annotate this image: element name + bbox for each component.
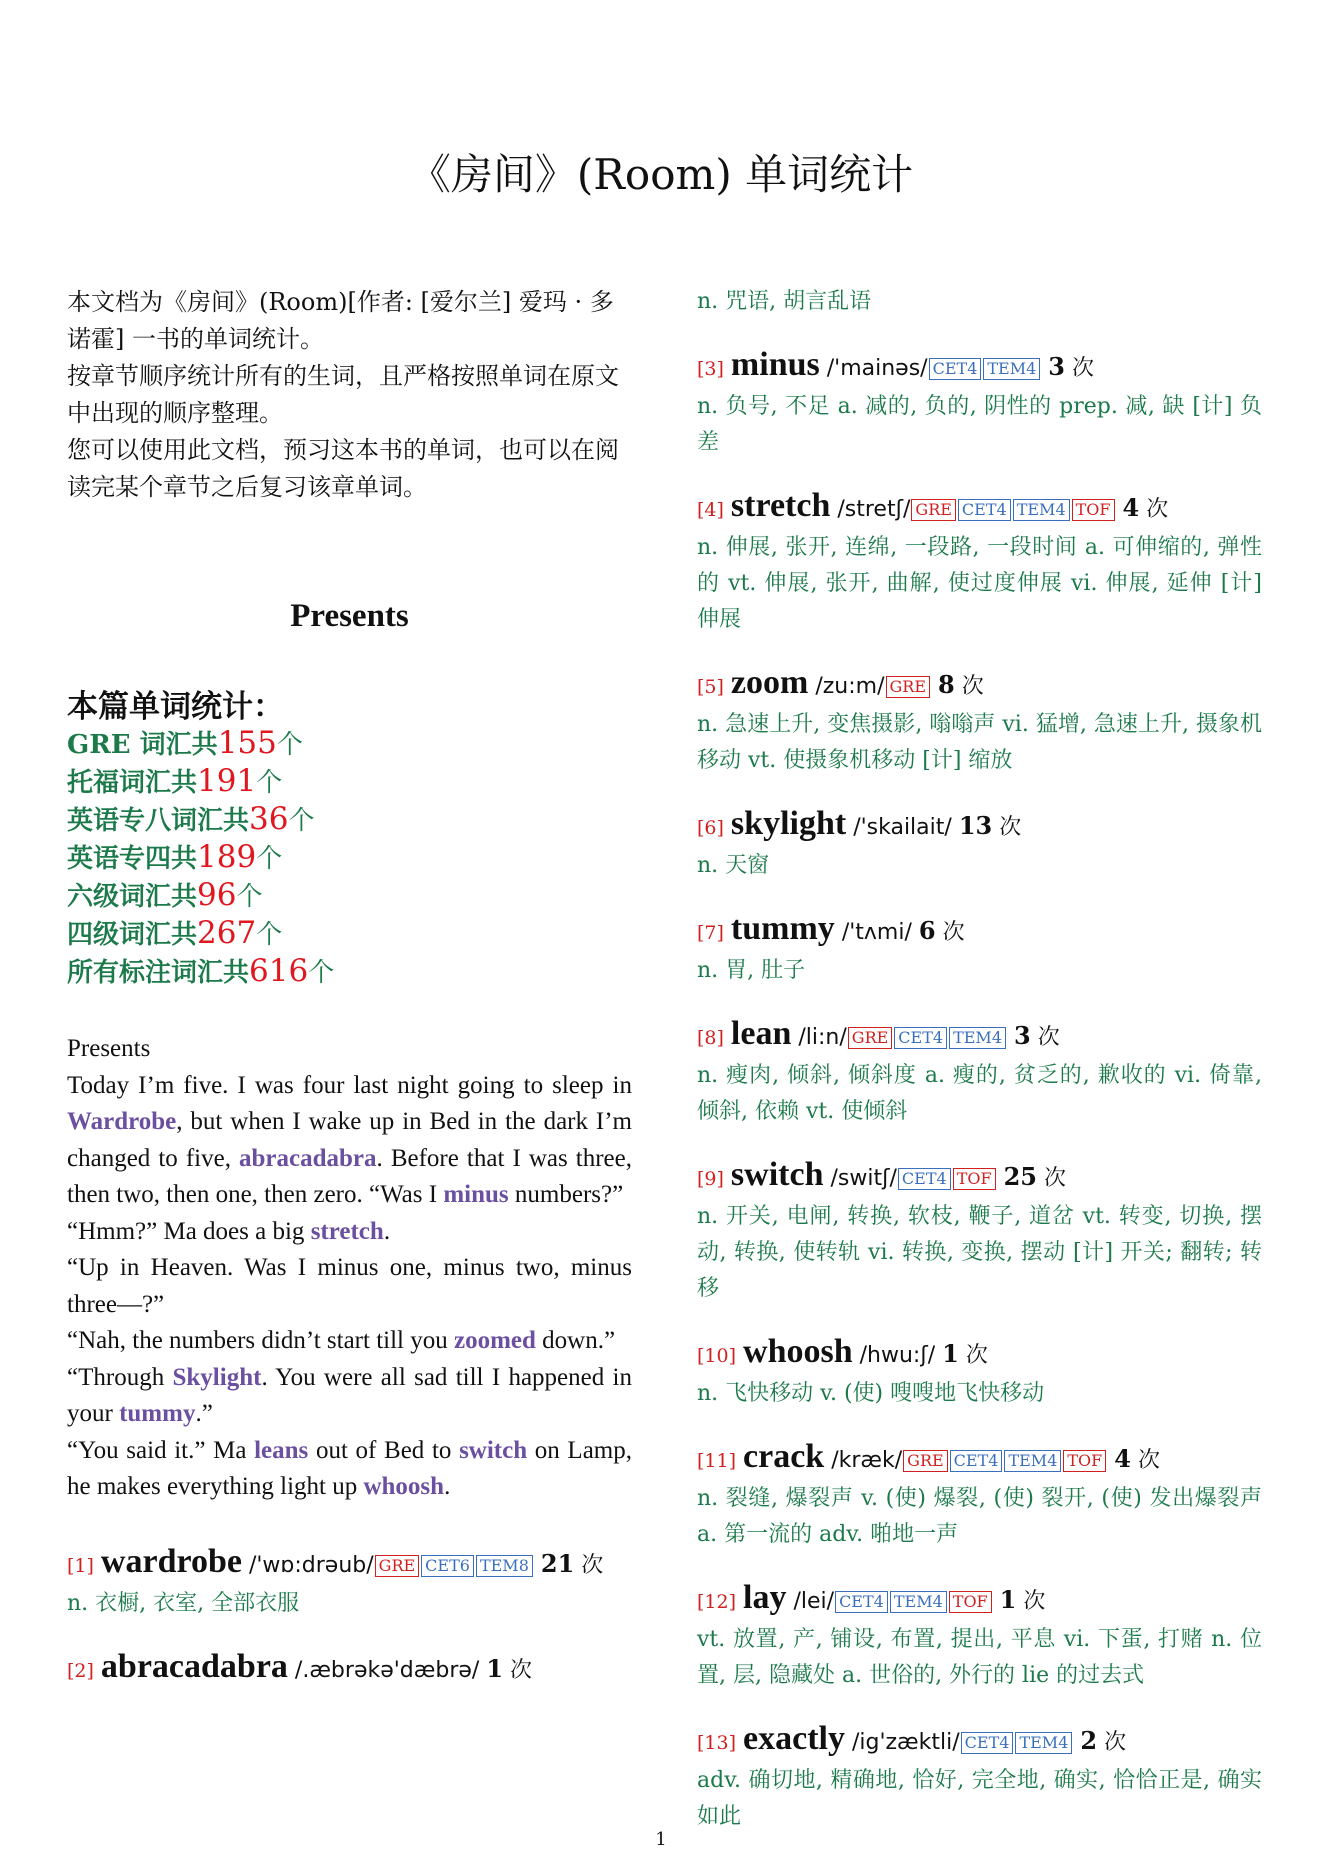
vocab-entry <box>697 909 1262 989</box>
vocab-entry <box>697 1332 1262 1412</box>
entry-count: 13 <box>958 811 993 840</box>
entry-head <box>67 1647 632 1691</box>
story-text: on Lamp, he makes everything light up <box>67 1436 632 1500</box>
entry-definition: n. 负号, 不足 a. 减的, 负的, 阴性的 prep. 减, 缺 [计] 负差 <box>697 394 1262 455</box>
entry-index: [7] <box>697 922 724 944</box>
vocab-entry <box>697 1437 1262 1553</box>
vocab-entry <box>697 663 1262 779</box>
story-text: down.” <box>535 1327 616 1354</box>
stat-line <box>67 801 632 839</box>
entry-definition: n. 天窗 <box>697 853 770 878</box>
tag-badge: TOF <box>1063 1450 1106 1472</box>
page-number: 1 <box>655 1829 667 1850</box>
vocab-entry <box>697 345 1262 461</box>
entry-count: 4 <box>1114 1444 1131 1473</box>
entry-count: 21 <box>540 1548 575 1578</box>
entry-index: [1] <box>67 1554 94 1577</box>
stat-label: 英语专八词汇共 <box>67 806 250 836</box>
stat-line <box>67 953 632 991</box>
entry-head <box>67 1542 632 1586</box>
entry-phonetic: /lei/ <box>793 1589 835 1614</box>
entry-count: 1 <box>486 1653 504 1683</box>
tag-badge: TOF <box>1072 499 1115 521</box>
entry-index: [3] <box>697 358 724 380</box>
vocab-entry <box>67 1647 632 1691</box>
entry-count: 25 <box>1003 1162 1037 1191</box>
entry-phonetic: /'skailait/ <box>853 815 952 840</box>
entry-word: lean <box>730 1015 792 1052</box>
entry-count: 4 <box>1122 493 1140 522</box>
stat-unit: 个 <box>256 768 283 798</box>
entry-head <box>697 1437 1262 1481</box>
entry-times: 次 <box>965 1343 988 1368</box>
story-text: “Nah, the numbers didn’t start till you <box>67 1327 454 1354</box>
entry-head <box>697 804 1262 848</box>
entry-definition: n. 开关, 电闸, 转换, 软枝, 鞭子, 道岔 vt. 转变, 切换, 摆动, 转换, 使转轨 vi. 转换, 变换, 摆动 [计] 开关; 翻转; 转移 <box>697 1204 1262 1301</box>
entry-index: [10] <box>697 1345 737 1367</box>
section-title: Presents <box>290 598 409 634</box>
entry-head <box>697 1578 1262 1622</box>
entry-definition: n. 飞快移动 v. (使) 嗖嗖地飞快移动 <box>697 1381 1045 1406</box>
story-paragraph <box>67 1433 632 1506</box>
entry-phonetic: /'mainəs/ <box>826 356 928 381</box>
entry-times: 次 <box>942 920 965 945</box>
story-text: numbers?” <box>508 1181 624 1208</box>
tag-badge: CET4 <box>929 358 982 380</box>
right-column <box>697 284 1262 1860</box>
entry-head <box>697 1332 1262 1376</box>
tag-badge: TOF <box>949 1591 992 1613</box>
entry-count: 1 <box>942 1339 959 1368</box>
entry-times: 次 <box>1104 1730 1127 1755</box>
story-paragraph <box>67 1068 632 1214</box>
entry-head <box>697 1014 1262 1058</box>
stat-label: 四级词汇共 <box>67 920 198 950</box>
stat-count: 189 <box>197 839 257 875</box>
entry-times: 次 <box>1043 1166 1066 1191</box>
entry-word: switch <box>730 1156 824 1193</box>
tag-badge: GRE <box>903 1450 948 1472</box>
entry-word: abracadabra <box>100 1647 288 1685</box>
entry-head <box>697 1719 1262 1763</box>
entry-phonetic: /'wɒ:drəub/ <box>248 1552 374 1578</box>
entry-definition: n. 裂缝, 爆裂声 v. (使) 爆裂, (使) 裂开, (使) 发出爆裂声 a. 第一流的 adv. 啪地一声 <box>697 1486 1262 1547</box>
stat-count: 616 <box>249 953 309 989</box>
entry-phonetic: /.æbrəkə'dæbrə/ <box>294 1657 480 1683</box>
stat-unit: 个 <box>236 882 263 912</box>
entry-index: [9] <box>697 1168 724 1190</box>
entry-definition: adv. 确切地, 精确地, 恰好, 完全地, 确实, 恰恰正是, 确实如此 <box>697 1768 1262 1829</box>
tag-badge: CET4 <box>961 1732 1014 1754</box>
story-text: “Hmm?” Ma does a big <box>67 1217 311 1245</box>
story-text: , but when I wake up in Bed in the dark I’m changed to five, <box>67 1108 632 1172</box>
story <box>67 1031 632 1506</box>
stats-list <box>67 725 632 991</box>
story-text: . <box>444 1473 451 1500</box>
highlight-word: Skylight <box>172 1363 262 1391</box>
entry-index: [11] <box>697 1450 737 1472</box>
highlight-word: Wardrobe <box>67 1108 177 1135</box>
entry-head <box>697 663 1262 707</box>
story-text: .” <box>195 1400 213 1427</box>
entry-word: tummy <box>730 910 835 947</box>
entry-phonetic: /hwu:ʃ/ <box>859 1343 936 1368</box>
page-title: 《房间》(Room) 单词统计 <box>408 150 914 199</box>
entry-word: zoom <box>730 664 809 701</box>
tag-badge: CET4 <box>894 1027 947 1049</box>
vocab-entry <box>697 486 1262 638</box>
tag-badge: TEM4 <box>1015 1732 1072 1754</box>
intro-line: 按章节顺序统计所有的生词，且严格按照单词在原文中出现的顺序整理。 <box>67 362 619 427</box>
entry-definition: n. 胃, 肚子 <box>697 958 806 983</box>
entry-count: 8 <box>938 670 955 699</box>
entry-phonetic: /stretʃ/ <box>837 497 911 522</box>
entry-definition: n. 伸展, 张开, 连绵, 一段路, 一段时间 a. 可伸缩的, 弹性的 vt. 伸展, 张开, 曲解, 使过度伸展 vi. 伸展, 延伸 [计] 伸展 <box>697 535 1262 632</box>
stats-title: 本篇单词统计： <box>67 689 284 725</box>
story-text: “You said it.” Ma <box>67 1436 255 1464</box>
vocab-entry <box>697 804 1262 884</box>
story-paragraph <box>67 1214 632 1251</box>
stat-label: 托福词汇共 <box>67 768 198 798</box>
entry-phonetic: /switʃ/ <box>830 1166 897 1191</box>
entry-definition: n. 衣橱, 衣室, 全部衣服 <box>67 1590 300 1616</box>
stat-label: 英语专四共 <box>67 844 198 874</box>
highlight-word: leans <box>254 1436 309 1464</box>
entry-index: [13] <box>697 1732 737 1754</box>
tag-badge: TEM4 <box>949 1027 1006 1049</box>
entry-index: [12] <box>697 1591 737 1613</box>
stat-count: 96 <box>197 877 237 913</box>
entry-word: whoosh <box>743 1333 853 1370</box>
entry-word: skylight <box>730 805 847 842</box>
highlight-word: switch <box>459 1436 528 1464</box>
highlight-word: whoosh <box>363 1473 445 1500</box>
entry-index: [4] <box>697 499 724 521</box>
intro <box>67 284 632 506</box>
vocab-list-right <box>697 284 1262 1835</box>
vocab-entry <box>697 1014 1262 1130</box>
entry-times: 次 <box>999 815 1022 840</box>
entry-definition: n. 瘦肉, 倾斜, 倾斜度 a. 瘦的, 贫乏的, 歉收的 vi. 倚靠, 倾斜, 依赖 vt. 使倾斜 <box>697 1063 1262 1124</box>
entry-phonetic: /'tʌmi/ <box>841 920 912 945</box>
entry-count: 1 <box>999 1585 1017 1614</box>
highlight-word: abracadabra <box>239 1144 377 1172</box>
tag-badge: TEM4 <box>1004 1450 1061 1472</box>
story-paragraph <box>67 1323 632 1360</box>
stat-count: 155 <box>217 725 277 761</box>
story-text: out of Bed to <box>308 1436 460 1464</box>
story-paragraph <box>67 1360 632 1433</box>
entry-times: 次 <box>1023 1589 1046 1614</box>
entry-word: minus <box>730 346 820 383</box>
vocab-list-left <box>67 1542 632 1691</box>
entry-word: lay <box>743 1579 787 1616</box>
story-text: Today I’m five. I was four last night going to sleep in <box>67 1071 632 1099</box>
stat-count: 191 <box>197 763 257 799</box>
tag-badge: CET4 <box>958 499 1011 521</box>
entry-index: [6] <box>697 817 724 839</box>
entry-definition: n. 咒语, 胡言乱语 <box>697 289 872 314</box>
tag-badge: TEM8 <box>476 1555 533 1577</box>
stat-count: 36 <box>249 801 289 837</box>
entry-times: 次 <box>510 1657 533 1683</box>
stat-label: 所有标注词汇共 <box>67 958 250 988</box>
entry-times: 次 <box>581 1552 604 1578</box>
tag-badge: CET4 <box>835 1591 888 1613</box>
stat-unit: 个 <box>256 920 283 950</box>
entry-word: wardrobe <box>100 1542 242 1580</box>
entry-word: crack <box>743 1438 825 1475</box>
intro-line: 您可以使用此文档，预习这本书的单词，也可以在阅读完某个章节之后复习该章单词。 <box>67 436 619 501</box>
entry-times: 次 <box>1146 497 1169 522</box>
entry-word: stretch <box>730 487 831 524</box>
stat-line <box>67 839 632 877</box>
entry-phonetic: /kræk/ <box>831 1448 903 1473</box>
tag-badge: GRE <box>886 676 931 698</box>
stat-line <box>67 763 632 801</box>
story-text: . <box>383 1217 391 1245</box>
tag-badge: GRE <box>375 1555 420 1577</box>
entry-phonetic: /li:n/ <box>798 1025 847 1050</box>
entry-times: 次 <box>1137 1448 1160 1473</box>
entry-head <box>697 345 1262 389</box>
story-paragraph: “Up in Heaven. Was I minus one, minus two, minus three—?” <box>67 1254 632 1318</box>
tag-badge: TEM4 <box>983 358 1040 380</box>
tag-badge: TEM4 <box>890 1591 947 1613</box>
entry-head <box>697 909 1262 953</box>
highlight-word: zoomed <box>453 1327 536 1354</box>
entry-index: [2] <box>67 1659 94 1682</box>
entry-count: 2 <box>1080 1726 1098 1755</box>
entry-phonetic: /ig'zæktli/ <box>851 1730 960 1755</box>
highlight-word: tummy <box>119 1400 196 1427</box>
entry-definition: n. 急速上升, 变焦摄影, 嗡嗡声 vi. 猛增, 急速上升, 摄象机移动 vt. 使摄象机移动 [计] 缩放 <box>697 712 1262 773</box>
entry-head <box>697 1155 1262 1199</box>
tag-badge: TOF <box>953 1168 996 1190</box>
vocab-entry <box>697 1578 1262 1694</box>
tag-badge: CET6 <box>421 1555 474 1577</box>
stat-line <box>67 877 632 915</box>
entry-head <box>697 486 1262 530</box>
stat-unit: 个 <box>308 958 335 988</box>
entry-word: exactly <box>743 1720 845 1757</box>
story-text: . You were all sad till I happened in your <box>67 1363 632 1427</box>
stat-line <box>67 725 632 763</box>
entry-count: 3 <box>1048 352 1065 381</box>
vocab-entry <box>67 1542 632 1622</box>
tag-badge: CET4 <box>898 1168 951 1190</box>
story-text: “Through <box>67 1363 173 1391</box>
story-heading: Presents <box>67 1035 151 1062</box>
intro-line: 本文档为《房间》(Room)[作者: [爱尔兰] 爱玛 · 多诺霍] 一书的单词统计。 <box>67 288 614 353</box>
story-text: . Before that I was three, then two, then one, then zero. “Was I <box>67 1144 632 1208</box>
entry-count: 3 <box>1014 1021 1031 1050</box>
tag-badge: GRE <box>911 499 956 521</box>
highlight-word: minus <box>443 1181 509 1208</box>
vocab-entry <box>697 1719 1262 1835</box>
entry-index: [8] <box>697 1027 724 1049</box>
stat-label: GRE 词汇共 <box>67 730 218 760</box>
entry-times: 次 <box>1072 356 1095 381</box>
stat-unit: 个 <box>288 806 315 836</box>
entry-index: [5] <box>697 676 724 698</box>
stat-unit: 个 <box>256 844 283 874</box>
entry-definition: vt. 放置, 产, 铺设, 布置, 提出, 平息 vi. 下蛋, 打赌 n. 位置, 层, 隐藏处 a. 世俗的, 外行的 lie 的过去式 <box>697 1627 1262 1688</box>
entry-phonetic: /zu:m/ <box>815 674 885 699</box>
entry-times: 次 <box>961 674 984 699</box>
entry-count: 6 <box>918 916 936 945</box>
tag-badge: TEM4 <box>1013 499 1070 521</box>
entry-times: 次 <box>1037 1025 1060 1050</box>
stat-count: 267 <box>197 915 257 951</box>
left-column <box>67 284 632 1691</box>
tag-badge: GRE <box>848 1027 893 1049</box>
highlight-word: stretch <box>310 1217 384 1245</box>
stat-label: 六级词汇共 <box>67 882 198 912</box>
stat-line <box>67 915 632 953</box>
vocab-entry <box>697 1155 1262 1307</box>
stat-unit: 个 <box>276 730 303 760</box>
tag-badge: CET4 <box>950 1450 1003 1472</box>
